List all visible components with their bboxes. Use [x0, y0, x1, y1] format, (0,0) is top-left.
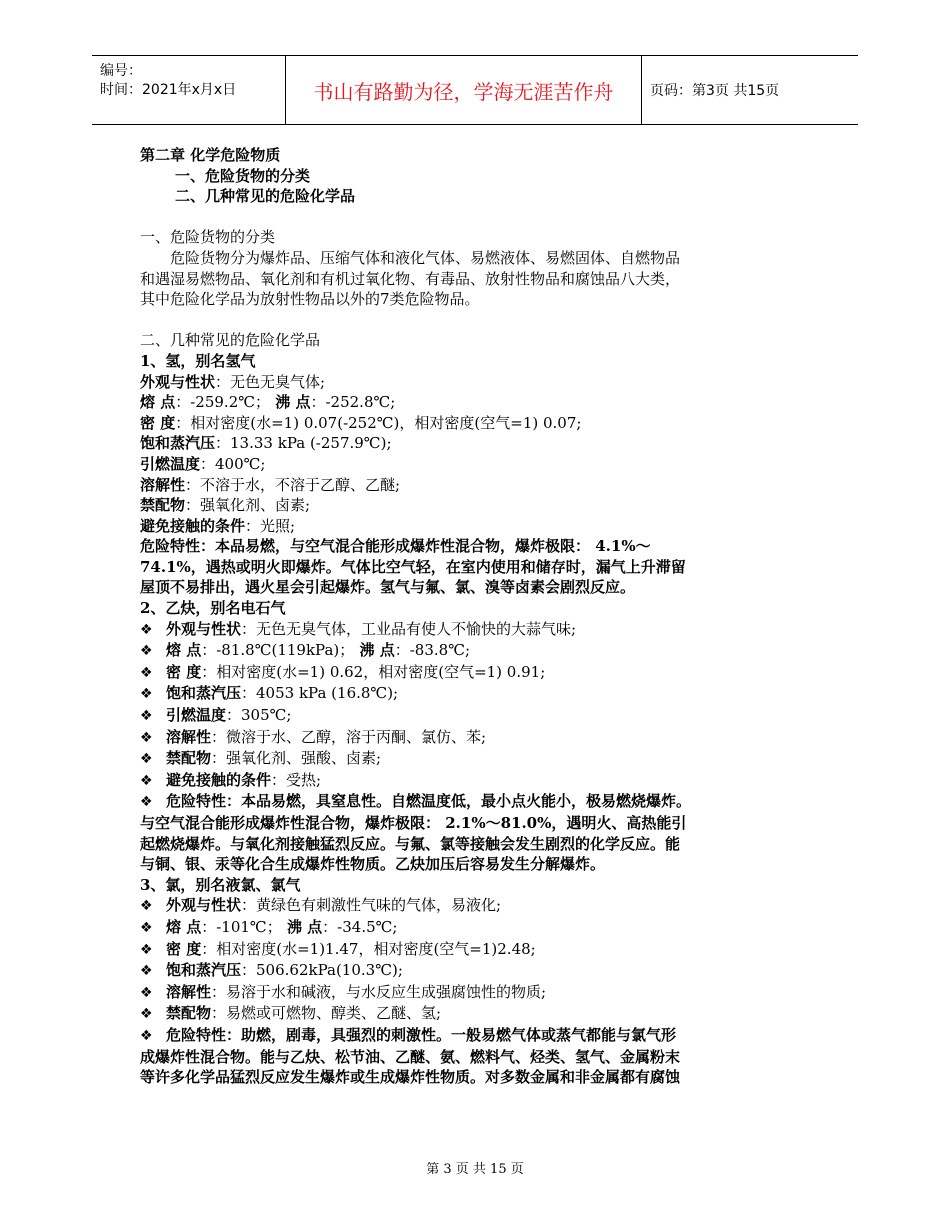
property-label: 禁配物: [166, 1004, 212, 1023]
property-label: 外观与性状: [166, 896, 242, 915]
bullet-icon: ❖: [140, 729, 153, 746]
property-value: ：不溶于水，不溶于乙醇、乙醚;: [185, 475, 401, 494]
bullet-icon: ❖: [140, 751, 153, 768]
property-value: ：无色无臭气体;: [215, 372, 326, 391]
bullet-icon: ❖: [140, 898, 153, 915]
bullet-icon: ❖: [140, 1006, 153, 1023]
property-line: [140, 372, 820, 393]
property-value: ：400℃;: [200, 454, 266, 473]
property-line: [140, 619, 820, 641]
hydrogen-props: [140, 372, 820, 537]
header-page-info: 页码：第3页 共15页: [650, 83, 780, 99]
acetylene-hazard-first: ❖ 危险特性：本品易燃，具窒息性。自燃温度低，最小点火能小，极易燃烧爆炸。: [140, 791, 820, 813]
header-motto: 书山有路勤为径，学海无涯苦作舟: [285, 56, 642, 124]
property-label: 沸 点: [281, 917, 323, 936]
toc-item-1: 一、危险货物的分类: [175, 166, 311, 185]
property-value: ：-252.8℃;: [310, 393, 396, 412]
property-line: [140, 748, 820, 770]
bullet-icon: ❖: [140, 708, 153, 725]
property-line: [140, 939, 820, 961]
property-value: ：强氧化剂、强酸、卤素;: [211, 749, 382, 768]
property-line: [140, 475, 820, 496]
bullet-icon: ❖: [140, 664, 153, 681]
property-label: 熔 点: [166, 641, 202, 660]
property-line: [140, 662, 820, 684]
acetylene-hazard-line: 与铜、银、汞等化合生成爆炸性物质。乙炔加压后容易发生分解爆炸。: [140, 855, 606, 874]
document-body: [140, 145, 820, 1088]
property-label: 禁配物: [166, 749, 212, 768]
property-label: 引燃温度: [166, 706, 227, 725]
time-label: 时间：2021年x月x日: [100, 82, 237, 98]
number-label: 编号：: [100, 63, 142, 79]
chlorine-hazard-line: 成爆炸性混合物。能与乙炔、松节油、乙醚、氨、燃料气、烃类、氢气、金属粉末: [140, 1047, 681, 1066]
property-label: 饱和蒸汽压: [166, 684, 242, 703]
property-label: 沸 点: [354, 641, 395, 660]
acetylene-props: [140, 619, 820, 792]
page-header: [92, 55, 858, 125]
property-value: ：受热;: [271, 770, 322, 789]
property-label: 密 度: [166, 939, 202, 958]
property-label: 饱和蒸汽压: [140, 434, 216, 453]
bullet-icon: ❖: [140, 794, 153, 811]
property-value: ：-259.2℃；: [175, 393, 271, 412]
hydrogen-hazard-line: 危险特性：本品易燃，与空气混合能形成爆炸性混合物，爆炸极限： 4.1%～: [140, 537, 651, 556]
property-line: [140, 454, 820, 475]
header-meta: [100, 62, 282, 100]
property-label: 熔 点: [140, 393, 176, 412]
toc-item-2: 二、几种常见的危险化学品: [175, 187, 356, 206]
property-value: ：相对密度(水=1)1.47，相对密度(空气=1)2.48;: [201, 939, 536, 958]
acetylene-title: 2、乙炔，别名电石气: [140, 599, 286, 618]
property-label: 熔 点: [166, 917, 202, 936]
property-label: 溶解性: [140, 475, 186, 494]
property-label: 避免接触的条件: [166, 770, 272, 789]
section1-para-line: 和遇湿易燃物品、氧化剂和有机过氧化物、有毒品、放射性物品和腐蚀品八大类，: [140, 269, 681, 288]
hydrogen-hazard-line: 74.1%，遇热或明火即爆炸。气体比空气轻，在室内使用和储存时，漏气上升滞留: [140, 557, 686, 576]
section1-para-line: 危险货物分为爆炸品、压缩气体和液化气体、易燃液体、易燃固体、自燃物品: [170, 248, 681, 267]
bullet-icon: ❖: [140, 1027, 153, 1044]
property-label: 溶解性: [166, 982, 212, 1001]
property-value: ：相对密度(水=1) 0.07(-252℃)，相对密度(空气=1) 0.07;: [175, 413, 582, 432]
chapter-title: 第二章 化学危险物质: [140, 146, 281, 164]
property-value: ：相对密度(水=1) 0.62，相对密度(空气=1) 0.91;: [201, 662, 546, 681]
property-line: [140, 770, 820, 792]
bullet-icon: ❖: [140, 963, 153, 980]
property-value: ：-101℃；: [201, 917, 282, 936]
property-line: [140, 392, 820, 413]
bullet-icon: ❖: [140, 941, 153, 958]
property-line: [140, 413, 820, 434]
section1-title: 一、危险货物的分类: [140, 228, 276, 247]
property-value: ：光照;: [245, 516, 296, 535]
property-label: 外观与性状: [166, 619, 242, 638]
property-label: 引燃温度: [140, 454, 201, 473]
property-line: [140, 1003, 820, 1025]
acetylene-hazard-line: 与空气混合能形成爆炸性混合物，爆炸极限： 2.1%～81.0%，遇明火、高热能引: [140, 814, 687, 832]
property-line: [140, 895, 820, 917]
chlorine-hazard-line: 等许多化学品猛烈反应发生爆炸或生成爆炸性物质。对多数金属和非金属都有腐蚀: [140, 1068, 681, 1087]
bullet-icon: ❖: [140, 984, 153, 1001]
property-value: ：-83.8℃;: [394, 641, 471, 660]
property-label: 外观与性状: [140, 372, 216, 391]
property-line: [140, 960, 820, 982]
property-value: ：506.62kPa(10.3℃);: [241, 961, 403, 980]
property-value: ：易溶于水和碱液，与水反应生成强腐蚀性的物质;: [211, 982, 547, 1001]
property-value: ：强氧化剂、卤素;: [185, 496, 311, 515]
bullet-icon: ❖: [140, 621, 153, 638]
property-value: ：无色无臭气体，工业品有使人不愉快的大蒜气味;: [241, 619, 577, 638]
hydrogen-title: 1、氢，别名氢气: [140, 351, 256, 370]
bullet-icon: ❖: [140, 643, 153, 660]
property-label: 密 度: [140, 413, 176, 432]
property-value: ：黄绿色有刺激性气味的气体，易液化;: [241, 896, 502, 915]
bullet-icon: ❖: [140, 686, 153, 703]
property-label: 沸 点: [270, 393, 311, 412]
property-line: [140, 705, 820, 727]
section2-title: 二、几种常见的危险化学品: [140, 331, 321, 350]
property-value: ：-34.5℃;: [322, 917, 398, 936]
property-label: 密 度: [166, 662, 202, 681]
chlorine-title: 3、氯，别名液氯、氯气: [140, 875, 301, 894]
property-label: 避免接触的条件: [140, 516, 246, 535]
property-line: [140, 516, 820, 537]
chlorine-props: [140, 895, 820, 1025]
property-line: [140, 683, 820, 705]
acetylene-hazard-line: 起燃烧爆炸。与氧化剂接触猛烈反应。与氟、氯等接触会发生剧烈的化学反应。能: [140, 834, 681, 853]
property-label: 饱和蒸汽压: [166, 961, 242, 980]
property-value: ：4053 kPa (16.8℃);: [241, 684, 399, 703]
property-line: [140, 727, 820, 749]
property-line: [140, 495, 820, 516]
chlorine-hazard-first: ❖ 危险特性：助燃，剧毒，具强烈的刺激性。一般易燃气体或蒸气都能与氯气形: [140, 1025, 820, 1047]
property-value: ：305℃;: [226, 706, 292, 725]
page-footer: 第 3 页 共 15 页: [426, 1162, 524, 1177]
property-value: ：微溶于水、乙醇，溶于丙酮、氯仿、苯;: [211, 727, 487, 746]
hydrogen-hazard-line: 屋顶不易排出，遇火星会引起爆炸。氢气与氟、氯、溴等卤素会剧烈反应。: [140, 578, 636, 597]
property-label: 溶解性: [166, 727, 212, 746]
property-line: [140, 640, 820, 662]
property-value: ：-81.8℃(119kPa)；: [201, 641, 355, 660]
section1-para-line: 其中危险化学品为放射性物品以外的7类危险物品。: [140, 290, 480, 309]
property-line: [140, 433, 820, 454]
bullet-icon: ❖: [140, 772, 153, 789]
property-value: ：13.33 kPa (-257.9℃);: [215, 434, 392, 453]
bullet-icon: ❖: [140, 919, 153, 936]
property-line: [140, 917, 820, 939]
property-line: [140, 982, 820, 1004]
property-label: 禁配物: [140, 496, 186, 515]
property-value: ：易燃或可燃物、醇类、乙醚、氢;: [211, 1004, 442, 1023]
